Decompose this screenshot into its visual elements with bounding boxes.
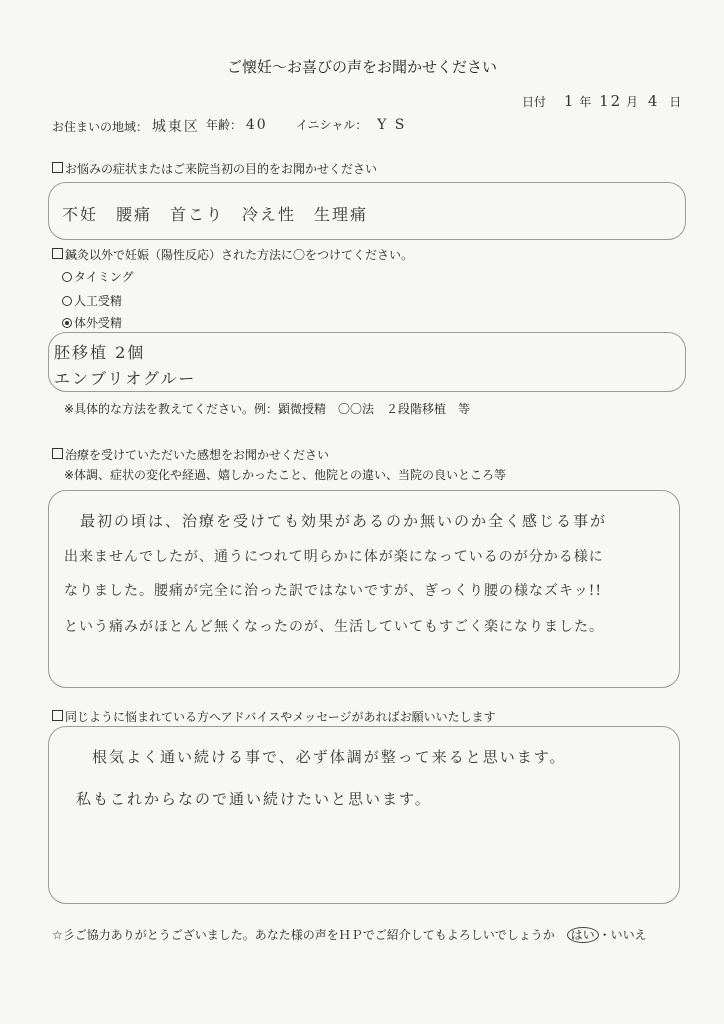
initial-label: イニシャル： bbox=[296, 118, 368, 132]
checkbox-icon bbox=[52, 248, 63, 259]
date-day-unit: 日 bbox=[669, 95, 682, 109]
q2-answer-line2: エンブリオグルー bbox=[54, 369, 197, 388]
date-day: 4 bbox=[647, 92, 660, 110]
date-month: 12 bbox=[599, 92, 623, 110]
date-month-unit: 月 bbox=[625, 95, 638, 109]
q3-answer-line: 最初の頃は、治療を受けても効果があるのか無いのか全く感じる事が bbox=[80, 512, 608, 530]
consent-no: いいえ bbox=[610, 928, 647, 942]
q2-option-label: 人工受精 bbox=[74, 294, 123, 308]
initial-field bbox=[296, 116, 406, 133]
circle-checked-icon bbox=[62, 318, 72, 328]
q4-heading bbox=[52, 708, 496, 725]
q4-answer-line: 私もこれからなので通い続けたいと思います。 bbox=[76, 790, 432, 808]
q2-option-label: 体外受精 bbox=[74, 316, 123, 330]
q3-answer-line: という痛みがほとんど無くなったのが、生活していてもすごく楽になりました。 bbox=[64, 619, 604, 635]
date-row bbox=[522, 92, 681, 110]
area-field bbox=[52, 116, 200, 136]
age-label: 年齢： bbox=[206, 118, 243, 132]
q3-label: 治療を受けていただいた感想をお聞かせください bbox=[65, 448, 330, 462]
date-year: 1 bbox=[563, 92, 576, 110]
area-value: 城東区 bbox=[151, 119, 200, 135]
q2-option-label: タイミング bbox=[74, 270, 134, 284]
circle-icon bbox=[62, 272, 72, 282]
checkbox-icon bbox=[52, 448, 63, 459]
q3-answer-line: 出来ませんでしたが、通うにつれて明らかに体が楽になっているのが分かる様に bbox=[64, 549, 604, 565]
date-label: 日付 bbox=[522, 95, 547, 109]
date-year-unit: 年 bbox=[579, 95, 592, 109]
consent-separator: ・ bbox=[598, 928, 611, 942]
q2-note: ※具体的な方法を教えてください。例：顕微授精 〇〇法 ２段階移植 等 bbox=[64, 402, 471, 416]
circle-icon bbox=[62, 296, 72, 306]
q1-answer: 不妊 腰痛 首こり 冷え性 生理痛 bbox=[62, 205, 369, 224]
initial-value: Y S bbox=[377, 117, 407, 133]
footer-text: ☆彡ご協力ありがとうございました。あなた様の声をＨＰでご紹介してもよろしいでしょうか bbox=[52, 928, 555, 942]
age-value: 40 bbox=[245, 117, 268, 133]
form-title: ご懐妊～お喜びの声をお聞かせください bbox=[226, 58, 497, 76]
q3-note: ※体調、症状の変化や経過、嬉しかったこと、他院との違い、当院の良いところ等 bbox=[64, 468, 507, 482]
q3-heading bbox=[52, 446, 329, 463]
q4-label: 同じように悩まれている方へアドバイスやメッセージがあればお願いいたします bbox=[65, 710, 496, 724]
q2-answer-line1: 胚移植 2個 bbox=[54, 343, 146, 362]
q1-heading bbox=[52, 160, 377, 177]
footer-consent bbox=[52, 926, 647, 943]
q4-answer-line: 根気よく通い続ける事で、必ず体調が整って来ると思います。 bbox=[92, 748, 567, 766]
consent-yes: はい bbox=[567, 927, 599, 943]
q2-option-artificial bbox=[62, 292, 122, 309]
q2-label: 鍼灸以外で妊娠（陽性反応）された方法に〇をつけてください。 bbox=[65, 248, 414, 262]
q2-option-timing bbox=[62, 268, 134, 285]
q1-label: お悩みの症状またはご来院当初の目的をお聞かせください bbox=[65, 162, 378, 176]
q3-answer-line: なりました。腰痛が完全に治った訳ではないですが、ぎっくり腰の様なズキッ!! bbox=[64, 583, 602, 599]
q2-option-ivf bbox=[62, 314, 122, 331]
age-field bbox=[206, 116, 268, 133]
checkbox-icon bbox=[52, 710, 63, 721]
q2-heading bbox=[52, 246, 413, 263]
area-label: お住まいの地域： bbox=[52, 120, 149, 134]
checkbox-icon bbox=[52, 162, 63, 173]
